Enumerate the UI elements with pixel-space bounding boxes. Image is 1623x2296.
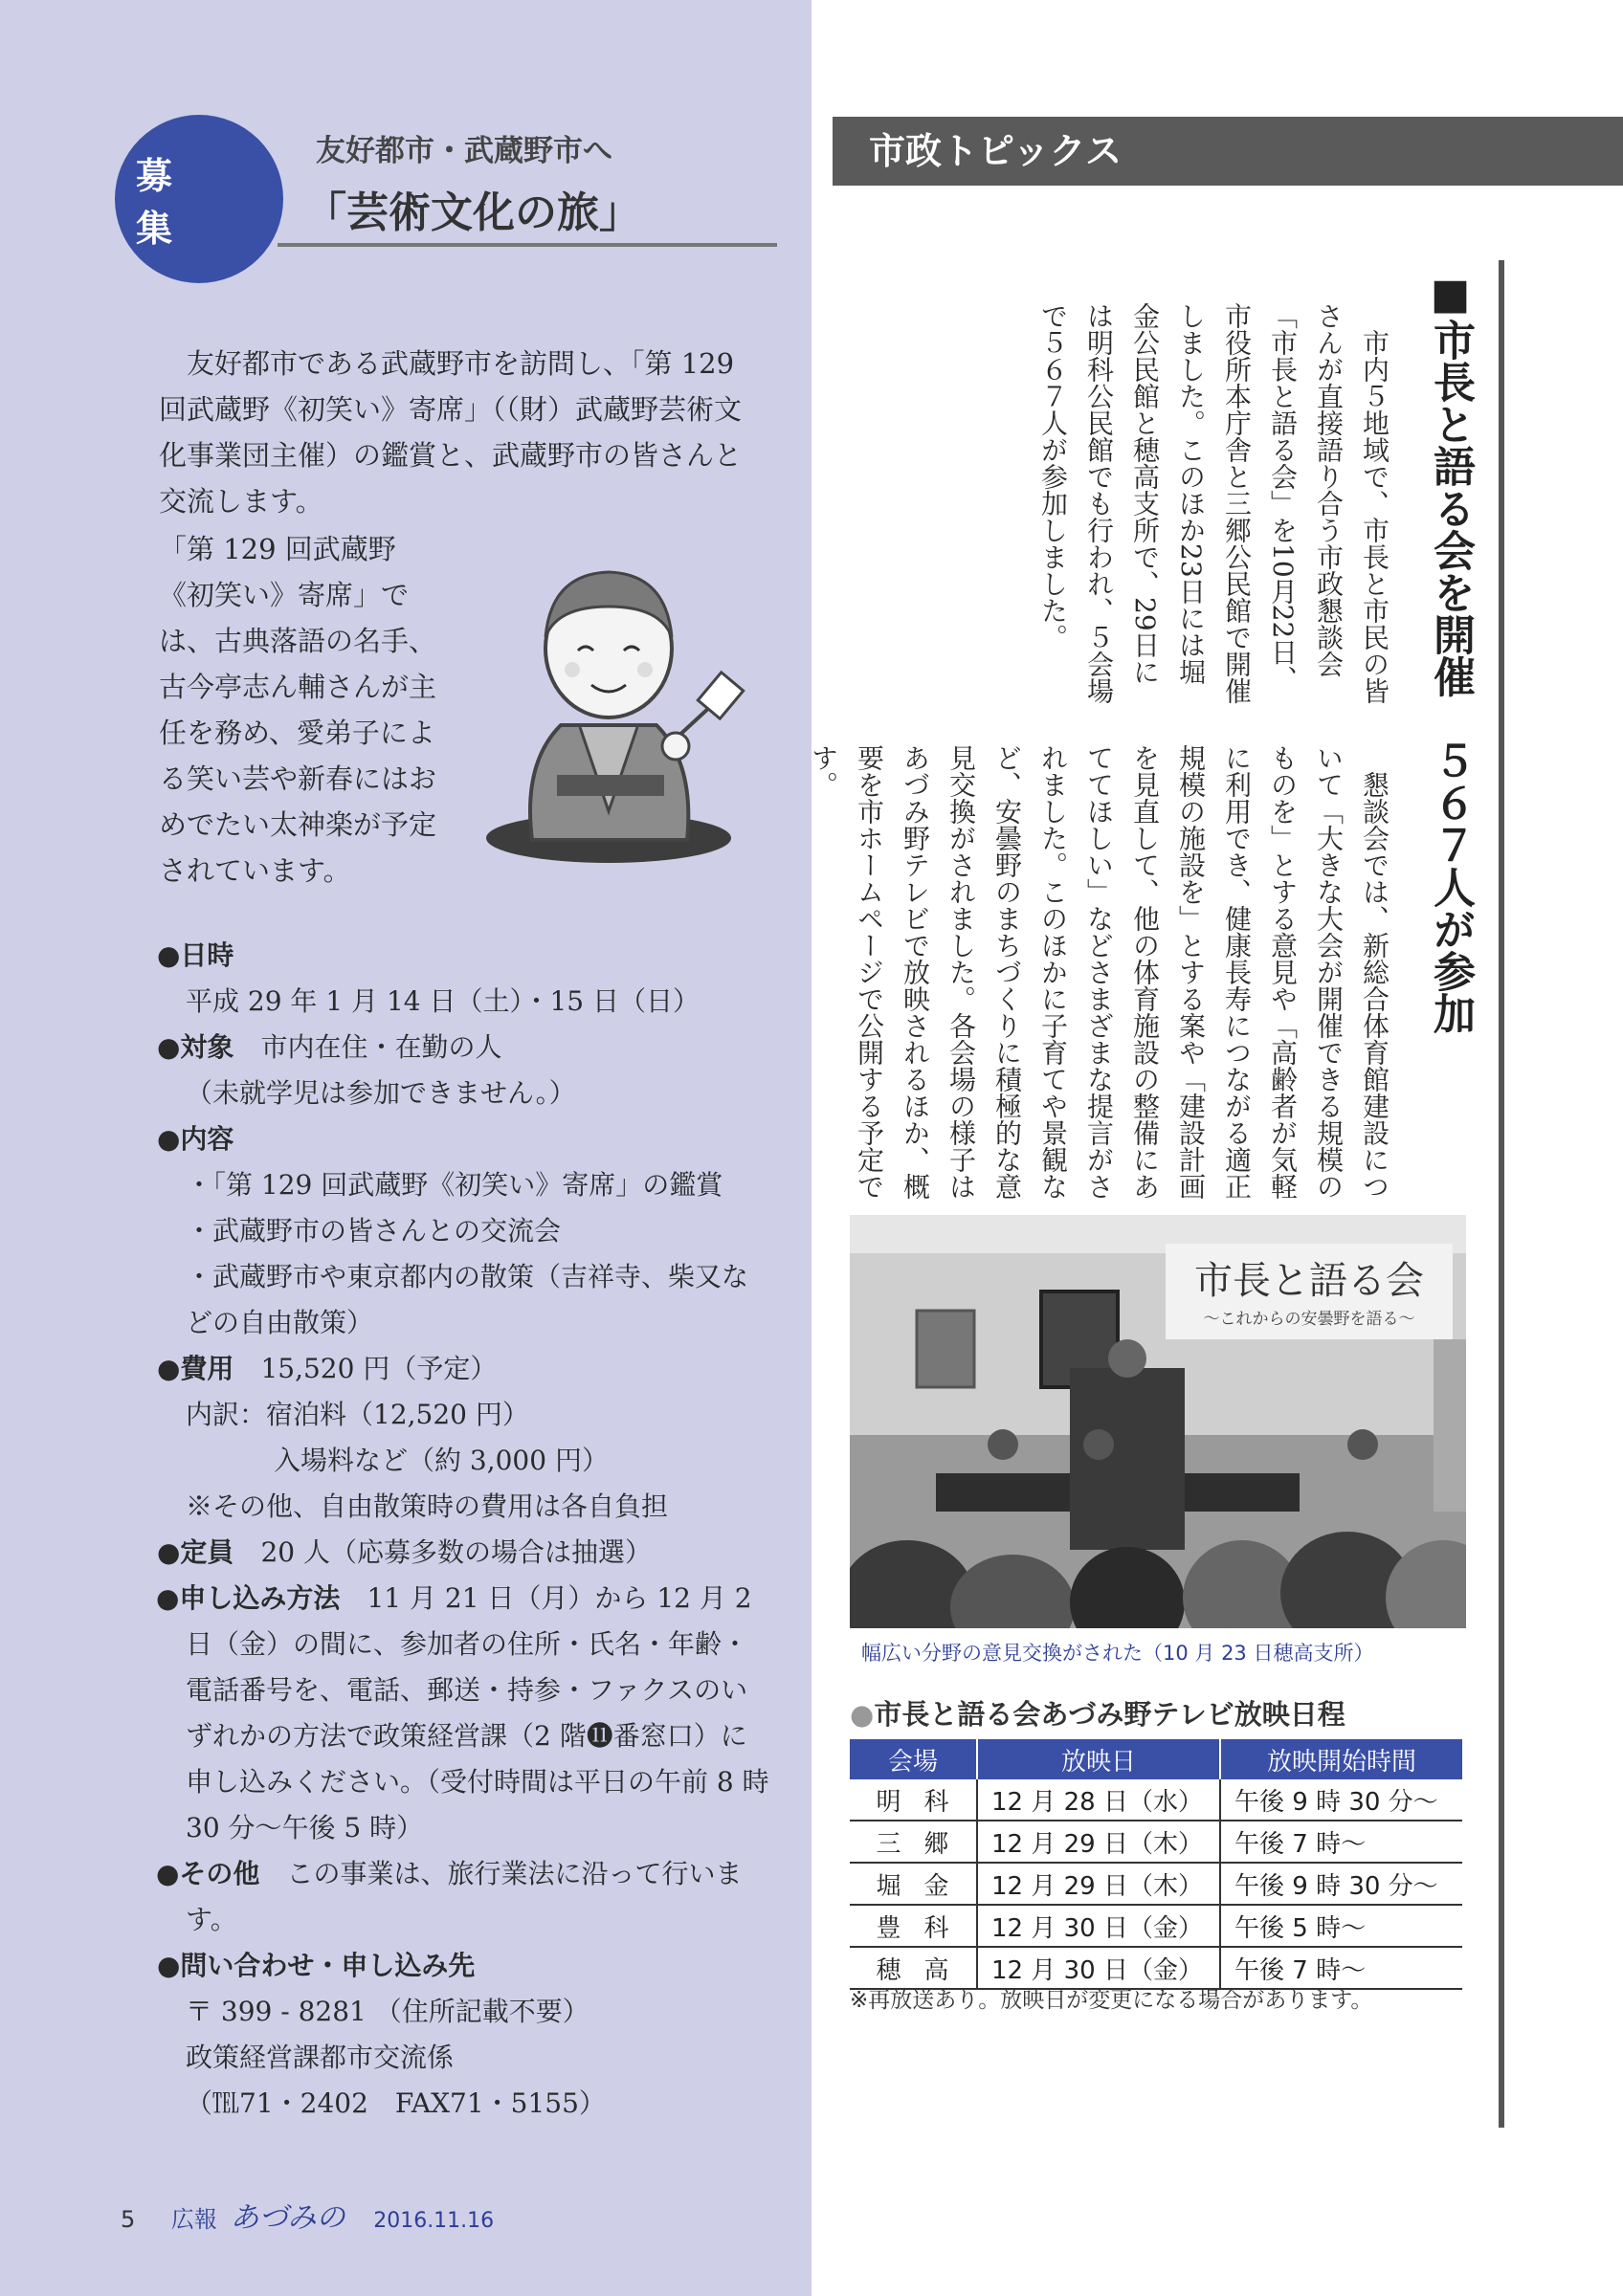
target-heading: ●対象 bbox=[157, 1031, 234, 1063]
fee-breakdown: 入場料など（約 3,000 円） bbox=[274, 1445, 609, 1476]
table-header: 放映日 bbox=[977, 1739, 1220, 1779]
table-header: 会場 bbox=[850, 1739, 977, 1779]
section-bar: 市政トピックス bbox=[833, 117, 1623, 186]
target-note: （未就学児は参加できません。） bbox=[186, 1077, 576, 1109]
content-heading: ●内容 bbox=[157, 1123, 234, 1155]
fee-breakdown: 内訳：宿泊料（12,520 円） bbox=[186, 1399, 529, 1430]
article-body-continued: 懇談会では、新総合体育館建設について「大きな大会が開催できる規模のものを」とする意見や「高齢者が気軽に利用でき、健康長寿につながる適正規模の施設を」とする案や「建設計画を見直して、他の体育施設の整備にあててほしい」などさまざまな提言がされました。このほかに子育てや景観など、安曇野のまちづくりに積極的な意見交換がされました。各会場の様子はあづみ野テレビで放映されるほか、概要を市ホームページで公開する予定です。 bbox=[808, 744, 1390, 1200]
article-side-rule bbox=[1499, 260, 1504, 2128]
schedule-bullet: ● bbox=[850, 1698, 875, 1731]
contact-heading: ●問い合わせ・申し込み先 bbox=[157, 1950, 476, 1981]
issue-date: 2016.11.16 bbox=[373, 2209, 495, 2233]
recruit-badge: 募 集 bbox=[115, 115, 283, 283]
yose-description: 「第 129 回武蔵野《初笑い》寄席」では、古典落語の名手、古今亭志ん輔さんが主任を務め、愛弟子による笑い芸や新春にはおめでたい太神楽が予定されています。 bbox=[159, 533, 437, 887]
fee-value: 15,520 円（予定） bbox=[260, 1353, 498, 1384]
contact-section: 政策経営課都市交流係 bbox=[186, 2042, 455, 2073]
capacity-heading: ●定員 bbox=[157, 1536, 234, 1568]
other-heading: ●その他 bbox=[156, 1858, 260, 1889]
table-row: 堀金 12 月 29 日（木） 午後 9 時 30 分～ bbox=[850, 1863, 1462, 1905]
apply-heading: ●申し込み方法 bbox=[156, 1582, 341, 1614]
event-details bbox=[157, 933, 769, 2127]
photo-caption: 幅広い分野の意見交換がされた（10 月 23 日穂高支所） bbox=[861, 1642, 1374, 1665]
table-row: 明科 12 月 28 日（水） 午後 9 時 30 分～ bbox=[850, 1779, 1462, 1821]
rakugo-performer-illustration bbox=[465, 524, 752, 869]
heading-rule bbox=[278, 243, 777, 247]
publication-logo: あづみの bbox=[230, 2201, 345, 2235]
capacity-value: 20 人（応募多数の場合は抽選） bbox=[260, 1536, 652, 1568]
date-heading: ●日時 bbox=[157, 939, 234, 971]
heading-subtitle: 友好都市・武蔵野市へ bbox=[316, 134, 612, 168]
intro-text: 友好都市である武蔵野市を訪問し、「第 129 回武蔵野《初笑い》寄席」（（財）武蔵野芸術文化事業団主催）の鑑賞と、武蔵野市の皆さんと交流します。 bbox=[159, 347, 743, 518]
table-row: 三郷 12 月 29 日（木） 午後 7 時～ bbox=[850, 1821, 1462, 1863]
heading-title: 「芸術文化の旅」 bbox=[304, 188, 641, 237]
contact-postal: 〒 399 - 8281 （住所記載不要） bbox=[186, 1996, 589, 2027]
table-row: 豊科 12 月 30 日（金） 午後 5 時～ bbox=[850, 1905, 1462, 1947]
publication-label: 広報 bbox=[170, 2206, 217, 2233]
meeting-photo bbox=[850, 1215, 1466, 1628]
fee-heading: ●費用 bbox=[157, 1353, 234, 1384]
schedule-title: ●市長と語る会あづみ野テレビ放映日程 bbox=[850, 1698, 1345, 1731]
broadcast-schedule-table bbox=[850, 1739, 1462, 1990]
fee-note: ※その他、自由散策時の費用は各自負担 bbox=[186, 1490, 669, 1522]
content-item: ・武蔵野市の皆さんとの交流会 bbox=[186, 1215, 562, 1247]
contact-phone-fax: （℡71・2402 FAX71・5155） bbox=[186, 2087, 606, 2119]
photo-banner-title: 市長と語る会 bbox=[1194, 1259, 1424, 1303]
photo-banner-subtitle: ～これからの安曇野を語る～ bbox=[1203, 1310, 1415, 1329]
table-header: 放映開始時間 bbox=[1220, 1739, 1462, 1779]
page-footer bbox=[121, 2194, 494, 2236]
content-item: ・「第 129 回武蔵野《初笑い》寄席」の鑑賞 bbox=[186, 1169, 723, 1201]
content-item: ・武蔵野市や東京都内の散策（吉祥寺、柴又などの自由散策） bbox=[186, 1261, 749, 1338]
article-body: 市内５地域で、市長と市民の皆さんが直接語り合う市政懇談会「市長と語る会」を10月22日、市役所本庁舎と三郷公民館で開催しました。このほか23日には堀金公民館と穂高支所で、29日には明科公民館でも行われ、５会場で５６７人が参加しました。 bbox=[1037, 302, 1390, 704]
apply-value: 11 月 21 日（月）から 12 月 2 日（金）の間に、参加者の住所・氏名・年齢・電話番号を、電話、郵送・持参・ファクスのいずれかの方法で政策経営課（2 階⓫番窓口）に申し込みください。（受付時間は平日の午前 8 時 30 分～午後 5 時） bbox=[186, 1582, 769, 1843]
date-value: 平成 29 年 1 月 14 日（土）・15 日（日） bbox=[186, 985, 700, 1017]
page-number: 5 bbox=[121, 2206, 136, 2233]
article-title: ■市長と語る会を開催 ５６７人が参加 bbox=[1426, 270, 1475, 1034]
rebroadcast-note: ※再放送あり。放映日が変更になる場合があります。 bbox=[850, 1988, 1373, 2013]
table-row: 穂高 12 月 30 日（金） 午後 7 時～ bbox=[850, 1947, 1462, 1989]
target-value: 市内在住・在勤の人 bbox=[260, 1031, 502, 1063]
other-value: この事業は、旅行業法に沿って行います。 bbox=[186, 1858, 743, 1935]
